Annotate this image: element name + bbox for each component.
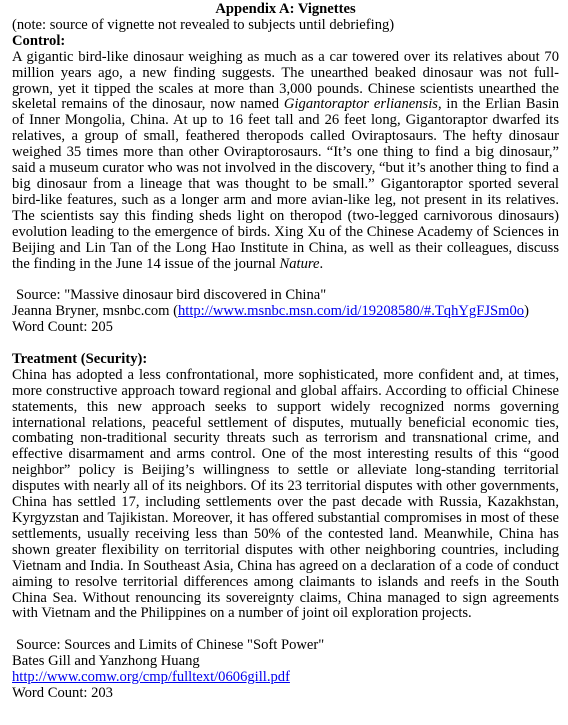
spacer <box>12 622 559 638</box>
control-body-end: . <box>319 255 324 272</box>
control-source-link[interactable]: http://www.msnbc.msn.com/id/19208580/#.TqhYgFJSm0o <box>177 303 525 320</box>
spacer <box>12 272 559 288</box>
control-heading: Control: <box>12 32 66 49</box>
control-body-middle: , in the Erlian Basin of Inner Mongolia, China. At up to 16 feet tall and 26 feet long, Gigantoraptor dwarfed its relatives, a group of small, feathered theropods called Oviraptosaurs. The hefty dinosaur weighed 35 times more than other Oviraptorosaurs. “It’s one thing to find a big dinosaur,” said a museum curator who was not involved in the discovery, “but it’s another thing to find a big dinosaur from a lineage that was thought to be small.” Gigantoraptor sported several bird-like features, such as a longer arm and more avian-like leg, not present in its relatives. The scientists say this finding sheds light on theropod (two-legged carnivorous dinosaurs) evolution leading to the emergence of birds. Xing Xu of the Chinese Academy of Sciences in Beijing and Lin Tan of the Long Hao Institute in China, as well as their colleagues, discuss the finding in the June 14 issue of the journal <box>12 96 560 272</box>
control-author-close: ) <box>524 303 529 320</box>
treatment-body: China has adopted a less confrontational, more sophisticated, more confident and, at times, more constructive approach toward regional and global affairs. According to official Chinese statements, this new approach seeks to support widely recognized norms governing international relations, peaceful settlement of disputes, mutually beneficial economic ties, combating non-traditional security threats such as terrorism and transnational crime, and effective disarmament and arms control. One of the most interesting results of this “good neighbor” policy is Beijing’s willingness to settle or alleviate long-standing territorial disputes with nearly all of its neighbors. Of its 23 territorial disputes with other governments, China has settled 17, including settlements over the past decade with Russia, Kazakhstan, Kyrgyzstan and Tajikistan. Moreover, it has offered substantial compromises in most of these settlements, usually receiving less than 50% of the contested land. Meanwhile, China has shown greater flexibility on territorial disputes with other neighboring countries, including Vietnam and India. In Southeast Asia, China has agreed on a declaration of a code of conduct aiming to resolve territorial differences among claimants to islands and reefs in the South China Sea. Without renouncing its sovereignty claims, China managed to sign agreements with Vietnam and the Philippines on a number of joint oil exploration projects. <box>12 366 559 622</box>
control-author <box>12 304 559 320</box>
appendix-title: Appendix A: Vignettes <box>215 1 356 17</box>
treatment-section <box>12 352 559 702</box>
treatment-source-link[interactable]: http://www.comw.org/cmp/fulltext/0606gill.pdf <box>12 669 290 686</box>
control-source: Source: "Massive dinosaur bird discovered in China" <box>16 287 327 304</box>
control-section <box>12 34 559 336</box>
treatment-heading: Treatment (Security): <box>12 350 148 367</box>
treatment-link-line <box>12 670 559 686</box>
control-author-text: Jeanna Bryner, msnbc.com ( <box>12 303 178 320</box>
spacer <box>12 336 559 352</box>
control-word-count: Word Count: 205 <box>12 319 113 336</box>
treatment-word-count: Word Count: 203 <box>12 684 113 701</box>
species-name: Gigantoraptor erlianensis <box>283 96 438 113</box>
control-body-start: A gigantic bird-like dinosaur weighing as much as a car towered over its relatives about 70 million years ago, a new finding suggests. The unearthed beaked dinosaur was not full-grown, yet it tipped the scales at more than 3,000 pounds. Chinese scientists unearthed the skeletal remains of the dinosaur, now named <box>12 48 559 113</box>
treatment-source: Source: Sources and Limits of Chinese "Soft Power" <box>16 637 325 654</box>
appendix-note: (note: source of vignette not revealed to subjects until debriefing) <box>12 16 395 33</box>
control-body <box>12 50 559 273</box>
journal-name: Nature <box>279 255 320 272</box>
treatment-author: Bates Gill and Yanzhong Huang <box>12 653 200 670</box>
